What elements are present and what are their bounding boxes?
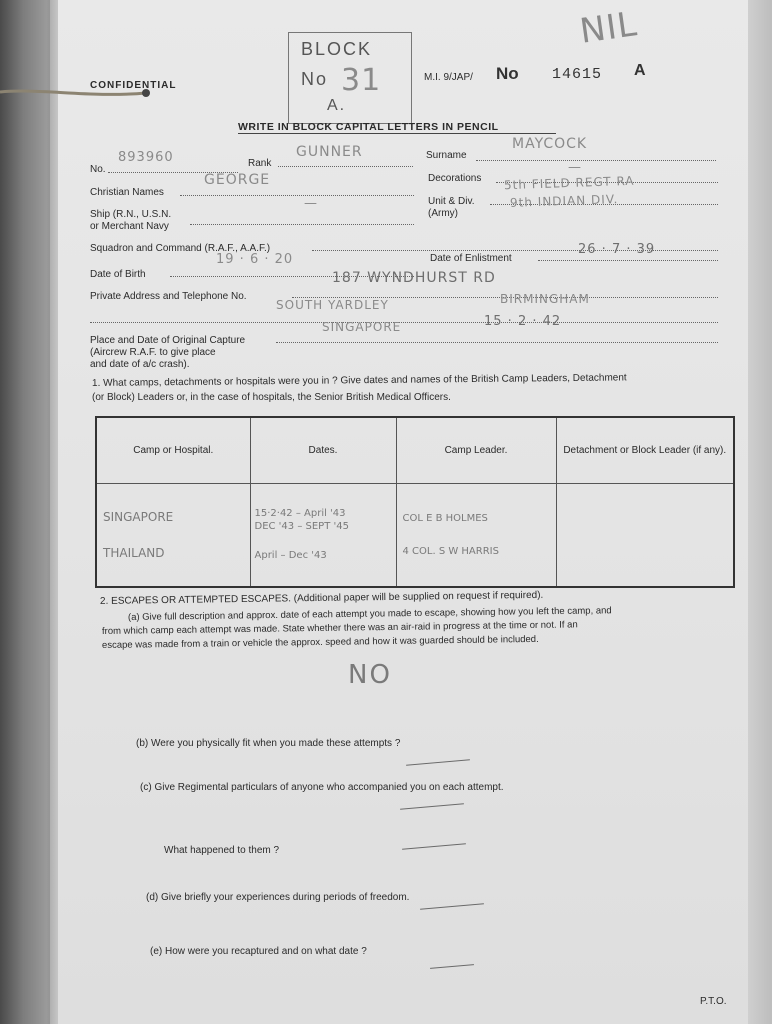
ref-label: M.I. 9/JAP/ (424, 72, 473, 83)
block-stamp-letter: A. (327, 97, 347, 114)
camps-table-header (96, 417, 734, 483)
address-label: Private Address and Telephone No. (90, 291, 247, 302)
no-label: No (496, 64, 519, 83)
surname-label: Surname (426, 150, 467, 161)
q2-e: (e) How were you recaptured and on what date ? (150, 946, 367, 957)
decorations-value: — (568, 160, 582, 175)
rank-label: Rank (248, 158, 272, 169)
address-value-1: 187 WYNDHURST RD (332, 270, 496, 286)
capture-date: 15 · 2 · 42 (484, 314, 562, 329)
block-stamp (288, 32, 412, 124)
q1-text-2: (or Block) Leaders or, in the case of hospitals, the Senior British Medical Officers. (92, 392, 451, 403)
capture-line (276, 342, 718, 343)
capture-label-2: (Aircrew R.A.F. to give place (90, 347, 216, 358)
instruction-heading: WRITE IN BLOCK CAPITAL LETTERS IN PENCIL (238, 121, 499, 133)
q2-a-line-1: (a) Give full description and approx. date of each attempt you made to escape, showing how you left the camp, and (127, 605, 612, 623)
q2-d: (d) Give briefly your experiences during periods of freedom. (146, 892, 410, 903)
row1-dates-2: DEC '43 – SEPT '45 (254, 521, 349, 533)
ship-label: Ship (R.N., U.S.N. (90, 209, 172, 220)
no-field-value: 893960 (118, 150, 174, 165)
q2-a-line-2: from which camp each attempt was made. State whether there was an air-raid in progress at the time or not. If an (101, 619, 578, 637)
rank-value: GUNNER (296, 144, 363, 160)
address-value-2b: BIRMINGHAM (500, 292, 590, 306)
army-label: (Army) (428, 208, 458, 219)
ship-value: — (304, 196, 318, 211)
unit-value-1: 5th FIELD REGT RA (503, 173, 635, 193)
page-stack-edge (748, 0, 772, 1024)
table-row (96, 483, 734, 587)
q2-a-line-3: escape was made from a train or vehicle the approx. speed and how it was guarded should be included. (101, 633, 539, 651)
merchant-navy-label: or Merchant Navy (90, 221, 169, 232)
form-letter: A (634, 62, 646, 79)
camps-table (95, 416, 735, 588)
table-cell-leader (396, 483, 556, 587)
block-stamp-no: No (301, 69, 329, 89)
unit-value-2: 9th INDIAN DIV. (509, 192, 619, 210)
row1-dates-1: 15·2·42 – April '43 (254, 508, 346, 520)
row2-camp: THAILAND (103, 545, 165, 560)
christian-names-label: Christian Names (90, 187, 164, 198)
christian-names-line (180, 195, 414, 196)
row1-leader: COL E B HOLMES (402, 512, 488, 524)
enlistment-line (538, 260, 718, 261)
classification-label: CONFIDENTIAL (90, 80, 177, 91)
row2-dates-1: April – Dec '43 (254, 550, 327, 562)
squadron-label: Squadron and Command (R.A.F., A.A.F.) (90, 243, 271, 254)
block-stamp-title: BLOCK (301, 39, 373, 59)
col-dates: Dates. (250, 417, 396, 483)
unit-label: Unit & Div. (428, 196, 475, 207)
nil-annotation: NIL (577, 4, 640, 52)
block-stamp-number: 31 (341, 63, 382, 98)
q2-c: (c) Give Regimental particulars of anyone who accompanied you on each attempt. (140, 782, 504, 793)
christian-names-value: GEORGE (204, 172, 271, 188)
q2-title: 2. ESCAPES OR ATTEMPTED ESCAPES. (Additional paper will be supplied on request if required). (99, 589, 544, 607)
q2-a-answer: NO (348, 660, 392, 690)
no-field-label: No. (90, 164, 106, 175)
capture-label-1: Place and Date of Original Capture (90, 335, 246, 346)
col-detachment: Detachment or Block Leader (if any). (556, 417, 734, 483)
col-camp: Camp or Hospital. (96, 417, 250, 483)
instruction-underline (238, 133, 556, 134)
row2-leader: 4 COL. S W HARRIS (402, 545, 499, 557)
decorations-label: Decorations (428, 173, 482, 184)
pto-label: P.T.O. (700, 996, 727, 1007)
row1-camp: SINGAPORE (103, 509, 174, 524)
q1-text-1: 1. What camps, detachments or hospitals were you in ? Give dates and names of the British Camp Leaders, Detachment (91, 372, 627, 389)
enlistment-value: 26 · 7 · 39 (578, 242, 656, 257)
form-number: 14615 (552, 66, 603, 83)
rank-line (278, 166, 413, 167)
ship-line (190, 224, 414, 225)
surname-line (476, 160, 716, 161)
table-cell-detachment (556, 483, 734, 587)
q2-c-sub: What happened to them ? (164, 845, 280, 856)
address-line-2 (90, 322, 718, 323)
capture-place: SINGAPORE (322, 320, 402, 334)
q2-b: (b) Were you physically fit when you made these attempts ? (136, 738, 401, 749)
squadron-line (312, 250, 718, 251)
table-cell-dates (250, 483, 396, 587)
surname-value: MAYCOCK (512, 136, 588, 152)
address-value-2a: SOUTH YARDLEY (276, 298, 389, 312)
table-cell-camp (96, 483, 250, 587)
dob-label: Date of Birth (90, 269, 146, 280)
dob-value: 19 · 6 · 20 (216, 252, 294, 267)
capture-label-3: and date of a/c crash). (90, 359, 190, 370)
enlistment-label: Date of Enlistment (430, 253, 512, 264)
col-leader: Camp Leader. (396, 417, 556, 483)
